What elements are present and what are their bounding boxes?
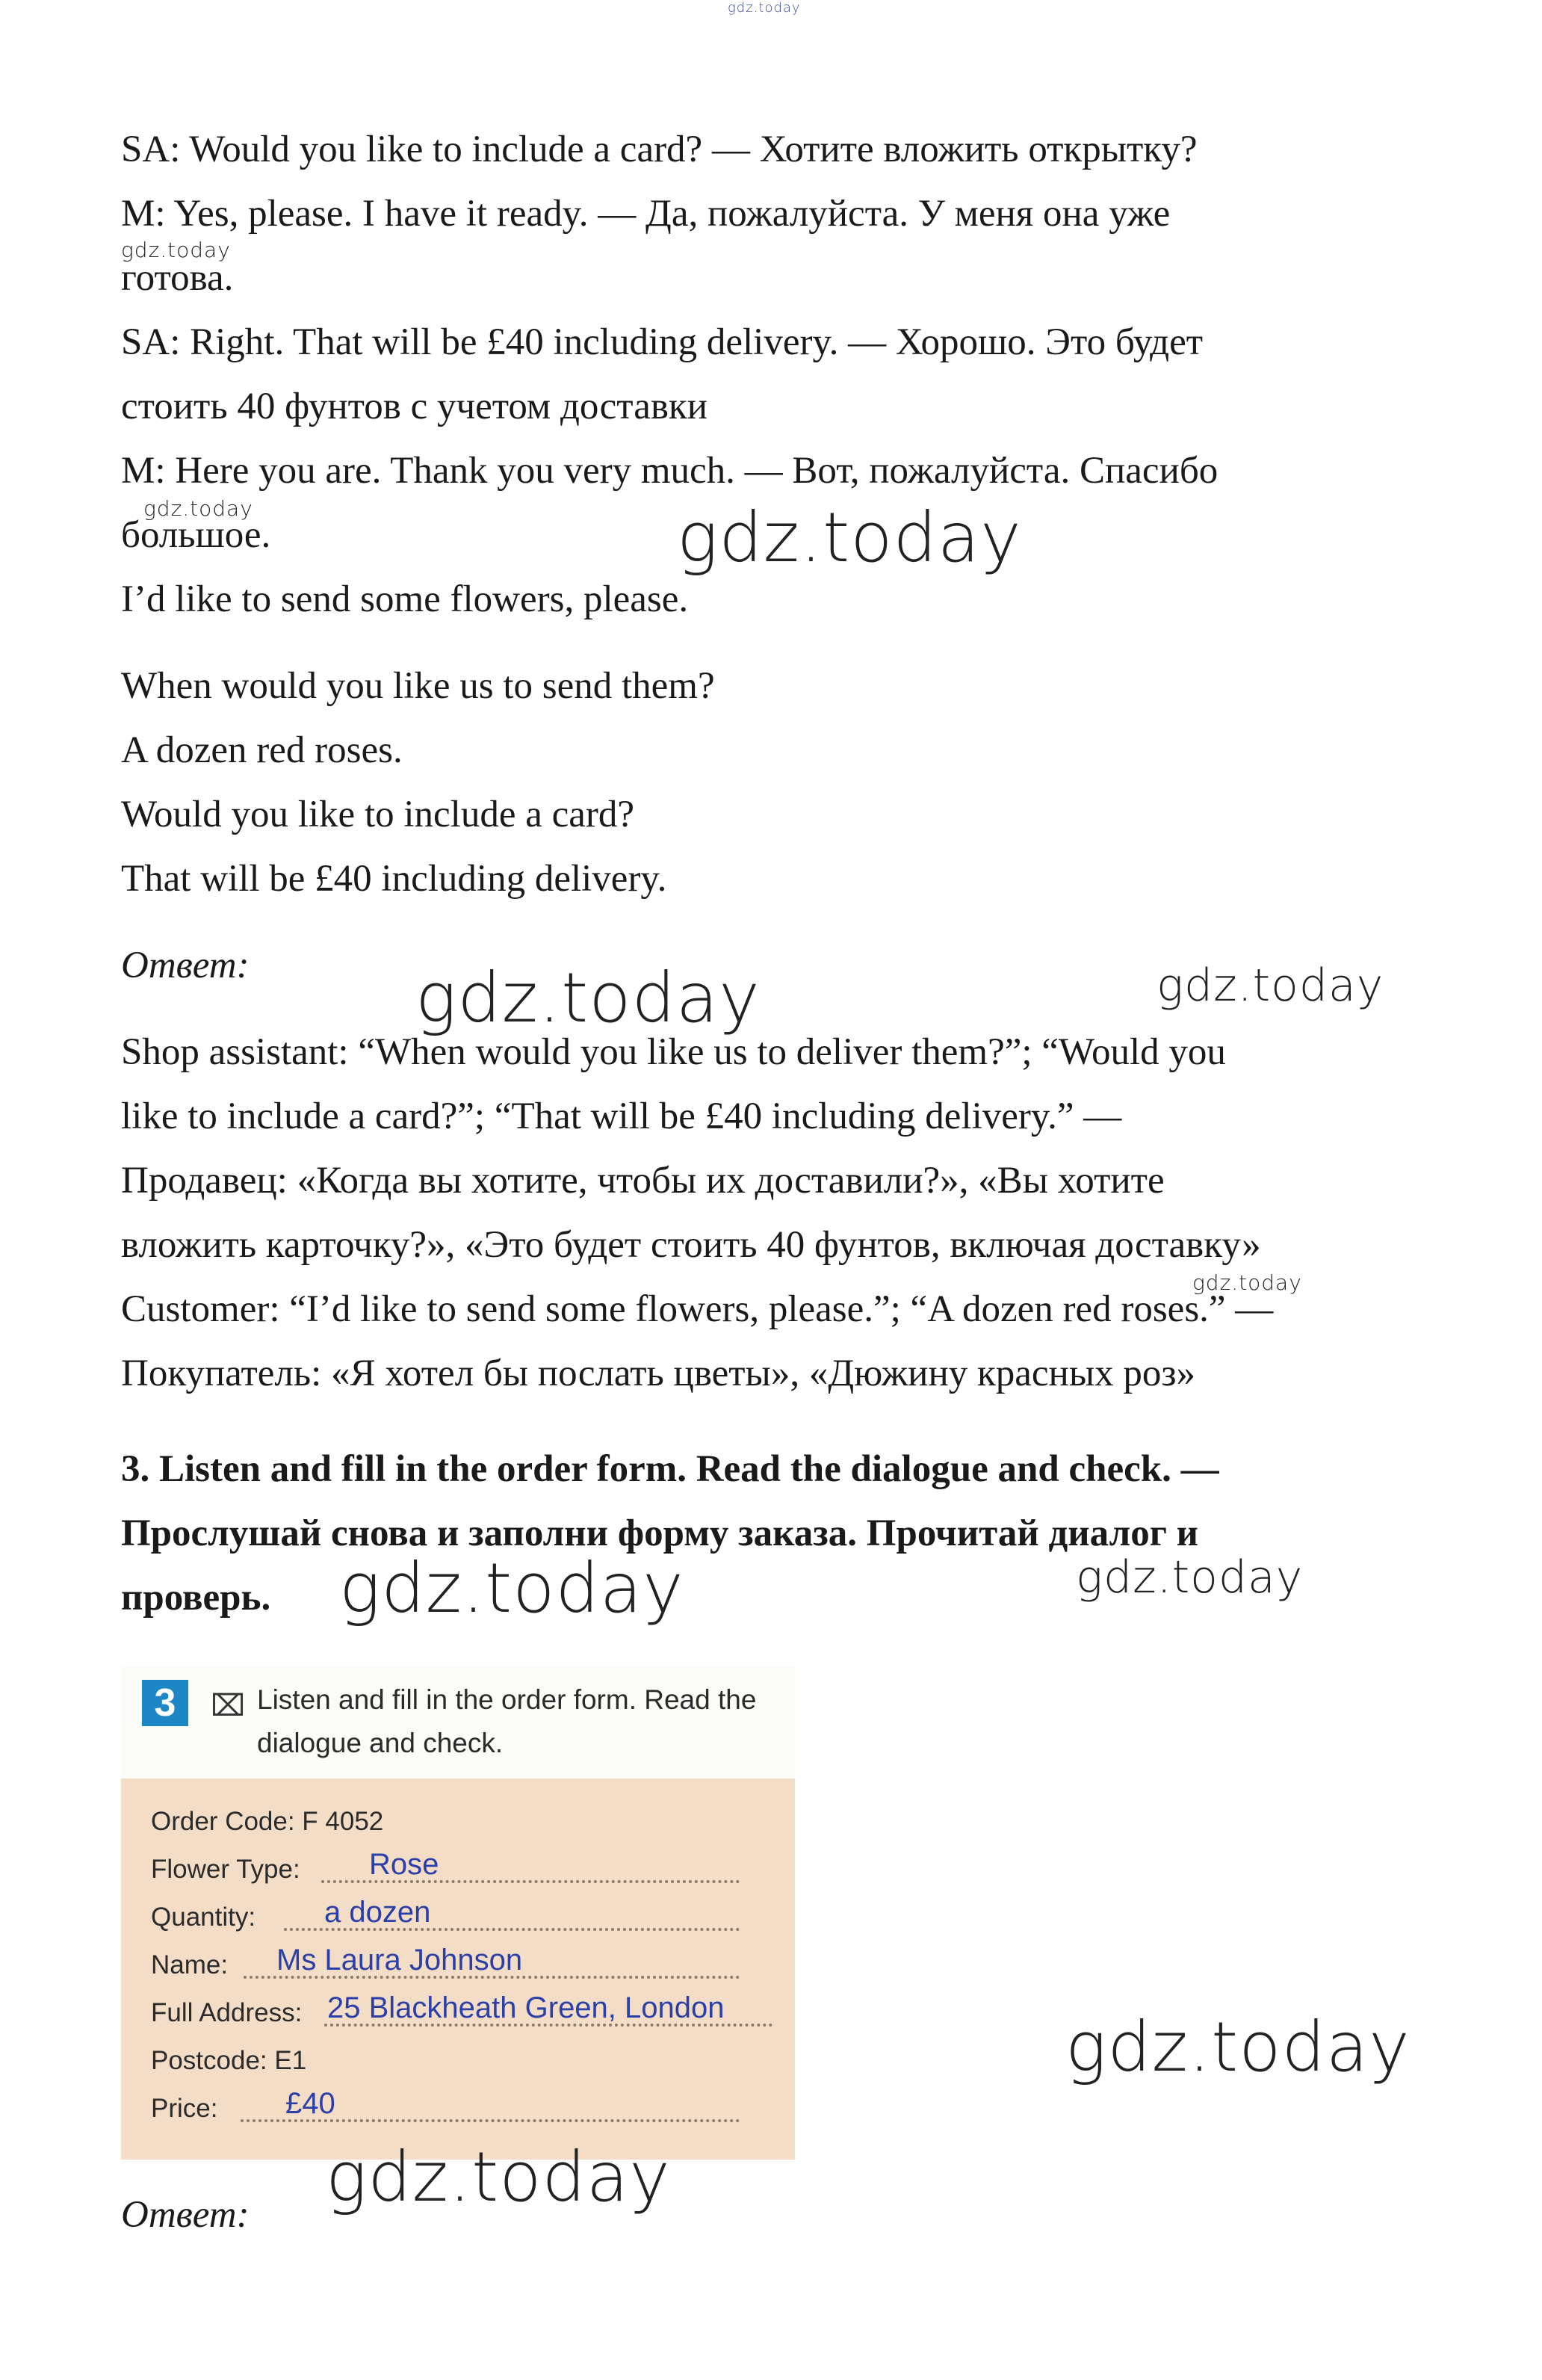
form-row-name bbox=[151, 1940, 793, 1985]
task-heading: Прослушай снова и заполни форму заказа. Прочитай диалог и bbox=[121, 1512, 1198, 1554]
answer-line: like to include a card?”; “That will be £40 including delivery.” — bbox=[121, 1095, 1122, 1137]
form-value: 25 Blackheath Green, London bbox=[327, 1991, 725, 2024]
watermark: gdz.today bbox=[1065, 2007, 1411, 2087]
dialogue-line: стоить 40 фунтов с учетом доставки bbox=[121, 386, 707, 427]
form-label: Postcode: E1 bbox=[151, 2046, 307, 2075]
form-row-price bbox=[151, 2083, 793, 2128]
dialogue-line: SA: Right. That will be £40 including delivery. — Хорошо. Это будет bbox=[121, 321, 1203, 363]
answer-line: вложить карточку?», «Это будет стоить 40 фунтов, включая доставку» bbox=[121, 1224, 1261, 1266]
dialogue-line: M: Here you are. Thank you very much. — Вот, пожалуйста. Спасибо bbox=[121, 450, 1219, 492]
dialogue-line: M: Yes, please. I have it ready. — Да, пожалуйста. У меня она уже bbox=[121, 193, 1171, 235]
form-value: Ms Laura Johnson bbox=[276, 1944, 523, 1976]
exercise-number-badge: 3 bbox=[142, 1680, 188, 1726]
watermark: gdz.today bbox=[339, 1548, 684, 1628]
form-label: Quantity: bbox=[151, 1903, 256, 1932]
headphones-icon: ⌧ bbox=[211, 1689, 246, 1723]
order-form bbox=[121, 1778, 795, 2160]
answer-label: Ответ: bbox=[121, 945, 250, 986]
form-value: a dozen bbox=[324, 1896, 431, 1929]
exercise-header bbox=[121, 1666, 795, 1777]
answer-line: Customer: “I’d like to send some flowers, please.”; “A dozen red roses.” — bbox=[121, 1288, 1274, 1330]
watermark: gdz.today bbox=[1156, 959, 1384, 1012]
watermark: gdz.today bbox=[143, 496, 253, 521]
form-label: Flower Type: bbox=[151, 1855, 300, 1884]
answer-line: Продавец: «Когда вы хотите, чтобы их доставили?», «Вы хотите bbox=[121, 1160, 1165, 1202]
answer-label: Ответ: bbox=[121, 2194, 250, 2236]
watermark: gdz.today bbox=[326, 2137, 671, 2217]
dialogue-line: SA: Would you like to include a card? — Хотите вложить открытку? bbox=[121, 129, 1198, 170]
form-label: Name: bbox=[151, 1950, 229, 1979]
phrase-line: Would you like to include a card? bbox=[121, 794, 635, 835]
dialogue-line: большое. bbox=[121, 514, 271, 556]
form-row-postcode bbox=[151, 2036, 793, 2080]
textbook-excerpt bbox=[121, 1666, 795, 2160]
phrase-line: A dozen red roses. bbox=[121, 729, 403, 771]
dialogue-line: готова. bbox=[121, 257, 234, 299]
exercise-instruction: Listen and fill in the order form. Read the dialogue and check. bbox=[257, 1684, 757, 1758]
watermark: gdz.today bbox=[121, 238, 231, 262]
watermark: gdz.today bbox=[677, 498, 1022, 578]
form-row-address bbox=[151, 1988, 793, 2033]
top-watermark: gdz.today bbox=[728, 0, 801, 16]
phrase-line: When would you like us to send them? bbox=[121, 665, 715, 707]
form-row-order-code bbox=[151, 1796, 793, 1841]
task-heading: проверь. bbox=[121, 1577, 271, 1619]
answer-line: Shop assistant: “When would you like us to deliver them?”; “Would you bbox=[121, 1031, 1226, 1073]
form-label: Full Address: bbox=[151, 1998, 303, 2027]
watermark: gdz.today bbox=[1076, 1551, 1304, 1604]
form-label: Order Code: F 4052 bbox=[151, 1807, 384, 1836]
task-heading: 3. Listen and fill in the order form. Read the dialogue and check. — bbox=[121, 1448, 1219, 1490]
answer-line: Покупатель: «Я хотел бы послать цветы», «Дюжину красных роз» bbox=[121, 1353, 1196, 1394]
phrase-line: That will be £40 including delivery. bbox=[121, 858, 667, 900]
watermark: gdz.today bbox=[415, 958, 761, 1038]
form-value: Rose bbox=[369, 1848, 439, 1881]
dialogue-line: I’d like to send some flowers, please. bbox=[121, 578, 689, 620]
form-row-flower-type bbox=[151, 1844, 793, 1889]
watermark: gdz.today bbox=[1192, 1270, 1302, 1295]
form-row-quantity bbox=[151, 1892, 793, 1937]
form-label: Price: bbox=[151, 2094, 218, 2123]
form-value: £40 bbox=[285, 2087, 335, 2120]
